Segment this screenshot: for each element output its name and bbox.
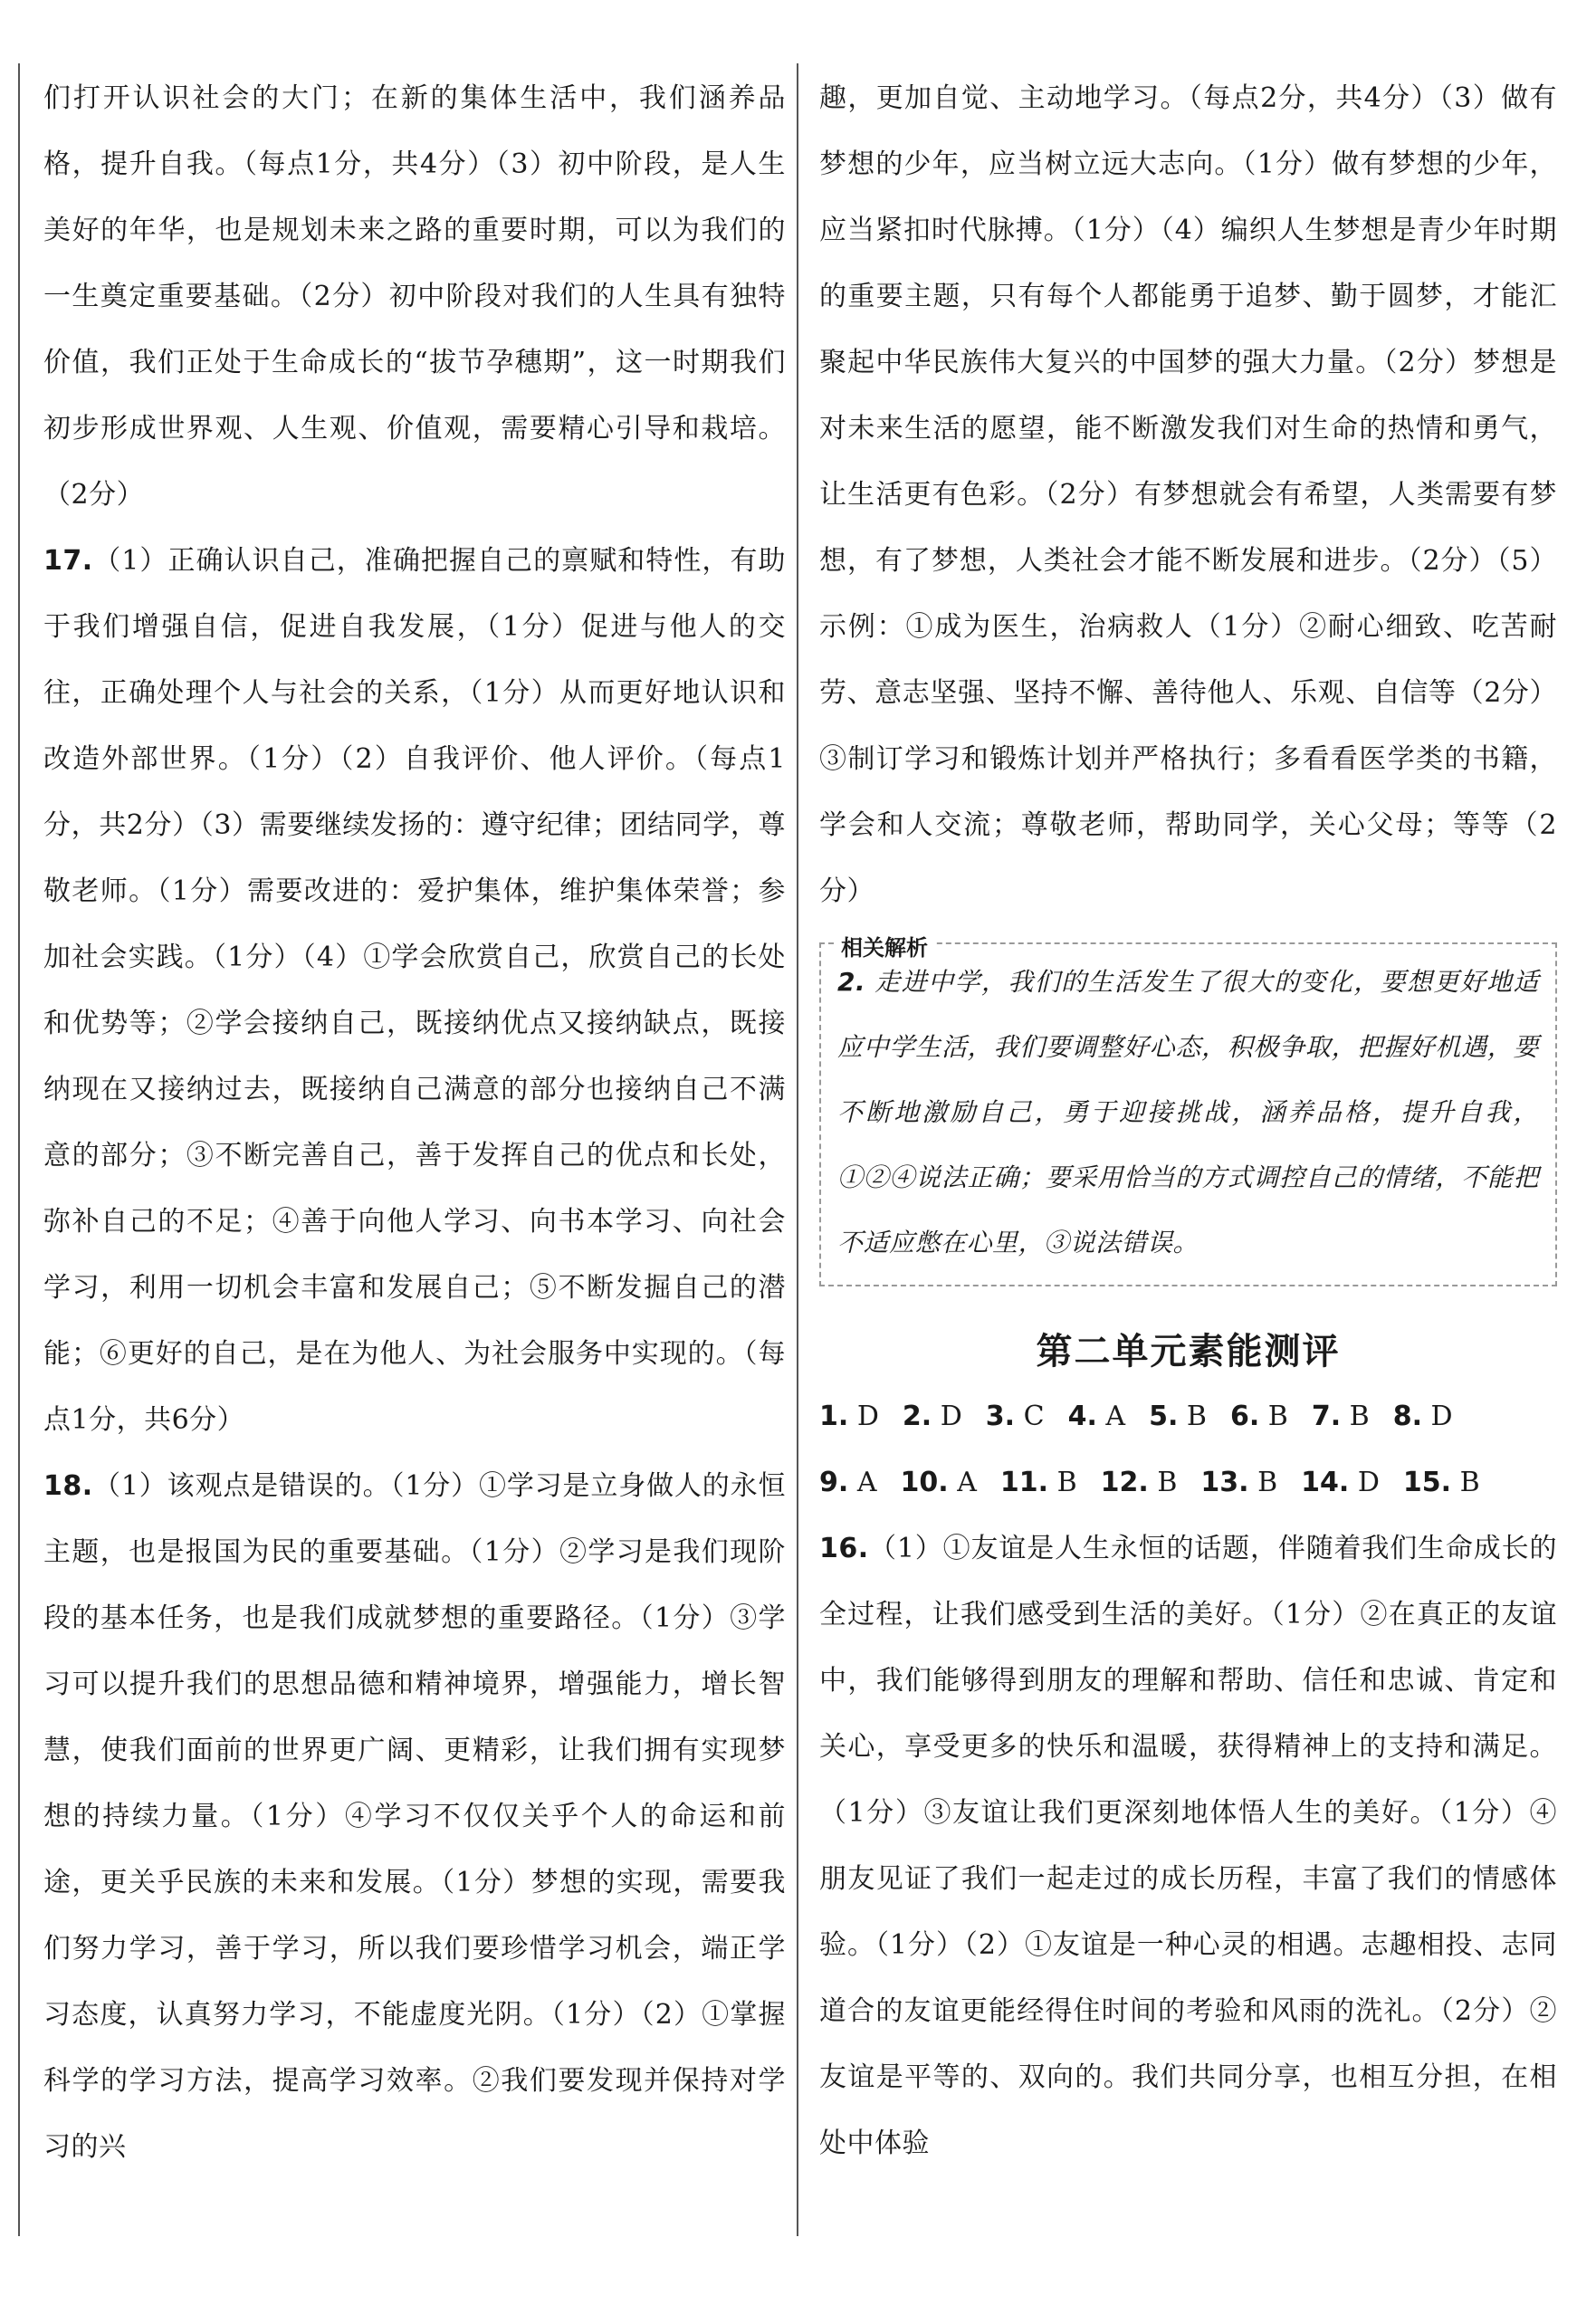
analysis-text: [837, 950, 1539, 1276]
mc-answer-number: 2.: [902, 1401, 932, 1432]
answer-17-text: （1）正确认识自己，准确把握自己的禀赋和特性，有助于我们增强自信，促进自我发展，（1分）促进与他人的交往，正确处理个人与社会的关系，（1分）从而更好地认识和改造外部世界。（1分）（2）自我评价、他人评价。（每点1分，共2分）（3）需要继续发扬的：遵守纪律；团结同学，尊敬老师。（1分）需要改进的：爱护集体，维护集体荣誉；参加社会实践。（1分）（4）①学会欣赏自己，欣赏自己的长处和优势等；②学会接纳自己，既接纳优点又接纳缺点，既接纳现在又接纳过去，既接纳自己满意的部分也接纳自己不满意的部分；③不断完善自己，善于发挥自己的优点和长处，弥补自己的不足；④善于向他人学习、向书本学习、向社会学习，利用一切机会丰富和发展自己；⑤不断发掘自己的潜能；⑥更好的自己，是在为他人、为社会服务中实现的。（每点1分，共6分）: [43, 545, 786, 1436]
question-number-17: 17.: [43, 545, 93, 577]
mc-answer: [986, 1383, 1045, 1449]
mc-answer-number: 5.: [1149, 1401, 1179, 1432]
answer-16-text: （1）①友谊是人生永恒的话题，伴随着我们生命成长的全过程，让我们感受到生活的美好。（1分）②在真正的友谊中，我们能够得到朋友的理解和帮助、信任和忠诚、肯定和关心，享受更多的快乐和温暖，获得精神上的支持和满足。（1分）③友谊让我们更深刻地体悟人生的美好。（1分）④朋友见证了我们一起走过的成长历程，丰富了我们的情感体验。（1分）（2）①友谊是一种心灵的相遇。志趣相投、志同道合的友谊更能经得住时间的考验和风雨的洗礼。（2分）②友谊是平等的、双向的。我们共同分享，也相互分担，在相处中体验: [819, 1533, 1557, 2159]
mc-answer-number: 3.: [985, 1401, 1016, 1432]
answer-16-continued: 们打开认识社会的大门；在新的集体生活中，我们涵养品格，提升自我。（每点1分，共4分）（3）初中阶段，是人生美好的年华，也是规划未来之路的重要时期，可以为我们的一生奠定重要基础。（2分）初中阶段对我们的人生具有独特价值，我们正处于生命成长的“拔节孕穗期”，这一时期我们初步形成世界观、人生观、价值观，需要精心引导和栽培。（2分）: [43, 82, 786, 511]
mc-answer-choice: B: [1267, 1401, 1288, 1432]
mc-answer: [1403, 1449, 1480, 1516]
multiple-choice-answers: [819, 1383, 1557, 1516]
mc-answer: [819, 1449, 877, 1516]
mc-answer: [1101, 1449, 1178, 1516]
mc-answer-number: 11.: [999, 1467, 1049, 1498]
mc-answer-choice: D: [856, 1401, 879, 1432]
mc-answer: [1393, 1383, 1453, 1449]
mc-answer-number: 15.: [1402, 1467, 1452, 1498]
right-column: [819, 65, 1557, 2176]
mc-answer: [1200, 1449, 1277, 1516]
mc-answer-choice: D: [1357, 1467, 1380, 1498]
related-analysis-title: 相关解析: [834, 930, 935, 961]
mc-answer-number: 6.: [1229, 1401, 1260, 1432]
mc-answer-choice: A: [1105, 1401, 1126, 1432]
left-margin-rule: [18, 63, 20, 2236]
mc-answer-number: 7.: [1311, 1401, 1342, 1432]
mc-answer: [1301, 1449, 1380, 1516]
mc-answer-choice: B: [1349, 1401, 1370, 1432]
column-divider: [797, 63, 798, 2236]
mc-answer: [901, 1449, 977, 1516]
mc-answer: [1000, 1449, 1077, 1516]
mc-answer-number: 4.: [1067, 1401, 1097, 1432]
section-heading: 第二单元素能测评: [1036, 1331, 1341, 1372]
mc-answer: [1312, 1383, 1370, 1449]
mc-answer: [1068, 1383, 1126, 1449]
mc-answer-choice: B: [1459, 1467, 1480, 1498]
mc-answer: [903, 1383, 962, 1449]
mc-answer-number: 10.: [900, 1467, 949, 1498]
mc-answer-number: 14.: [1301, 1467, 1350, 1498]
mc-answer-choice: B: [1257, 1467, 1278, 1498]
mc-answer: [1149, 1383, 1207, 1449]
mc-answer-choice: B: [1186, 1401, 1207, 1432]
mc-answer: [819, 1383, 879, 1449]
related-analysis-box: [819, 935, 1557, 1286]
mc-answer-number: 12.: [1100, 1467, 1149, 1498]
mc-answer-number: 9.: [819, 1467, 849, 1498]
answer-18: [43, 1453, 786, 2180]
mc-answer-choice: D: [1430, 1401, 1453, 1432]
mc-answer: [1230, 1383, 1288, 1449]
answer-16: [819, 1516, 1557, 2176]
mc-answer-choice: C: [1023, 1401, 1045, 1432]
mc-answer-choice: A: [957, 1467, 977, 1498]
question-number-18: 18.: [43, 1470, 93, 1502]
mc-answer-choice: A: [856, 1467, 877, 1498]
answer-18-continued: 趣，更加自觉、主动地学习。（每点2分，共4分）（3）做有梦想的少年，应当树立远大志向。（1分）做有梦想的少年，应当紧扣时代脉搏。（1分）（4）编织人生梦想是青少年时期的重要主题，只有每个人都能勇于追梦、勤于圆梦，才能汇聚起中华民族伟大复兴的中国梦的强大力量。（2分）梦想是对未来生活的愿望，能不断激发我们对生命的热情和勇气，让生活更有色彩。（2分）有梦想就会有希望，人类需要有梦想，有了梦想，人类社会才能不断发展和进步。（2分）（5）示例：①成为医生，治病救人（1分）②耐心细致、吃苦耐劳、意志坚强、坚持不懈、善待他人、乐观、自信等（2分）③制订学习和锻炼计划并严格执行；多看看医学类的书籍，学会和人交流；尊敬老师，帮助同学，关心父母；等等（2分）: [819, 82, 1557, 907]
question-number-16: 16.: [819, 1533, 869, 1564]
answer-17: [43, 528, 786, 1453]
mc-answer-number: 13.: [1200, 1467, 1249, 1498]
answer-18-text: （1）该观点是错误的。（1分）①学习是立身做人的永恒主题，也是报国为民的重要基础。（1分）②学习是我们现阶段的基本任务，也是我们成就梦想的重要路径。（1分）③学习可以提升我们的思想品德和精神境界，增强能力，增长智慧，使我们面前的世界更广阔、更精彩，让我们拥有实现梦想的持续力量。（1分）④学习不仅仅关乎个人的命运和前途，更关乎民族的未来和发展。（1分）梦想的实现，需要我们努力学习，善于学习，所以我们要珍惜学习机会，端正学习态度，认真努力学习，不能虚度光阴。（1分）（2）①掌握科学的学习方法，提高学习效率。②我们要发现并保持对学习的兴: [43, 1470, 786, 2163]
mc-answer-choice: B: [1157, 1467, 1178, 1498]
mc-answer-choice: B: [1056, 1467, 1077, 1498]
analysis-number: 2.: [837, 967, 866, 997]
mc-answer-number: 1.: [819, 1401, 849, 1432]
left-column: [43, 65, 786, 2180]
mc-answer-number: 8.: [1392, 1401, 1422, 1432]
analysis-body: 走进中学，我们的生活发生了很大的变化，要想更好地适应中学生活，我们要调整好心态，积极争取，把握好机遇，要不断地激励自己，勇于迎接挑战，涵养品格，提升自我，①②④说法正确；要采用恰当的方式调控自己的情绪，不能把不适应憋在心里，③说法错误。: [837, 967, 1539, 1257]
mc-answer-choice: D: [940, 1401, 962, 1432]
